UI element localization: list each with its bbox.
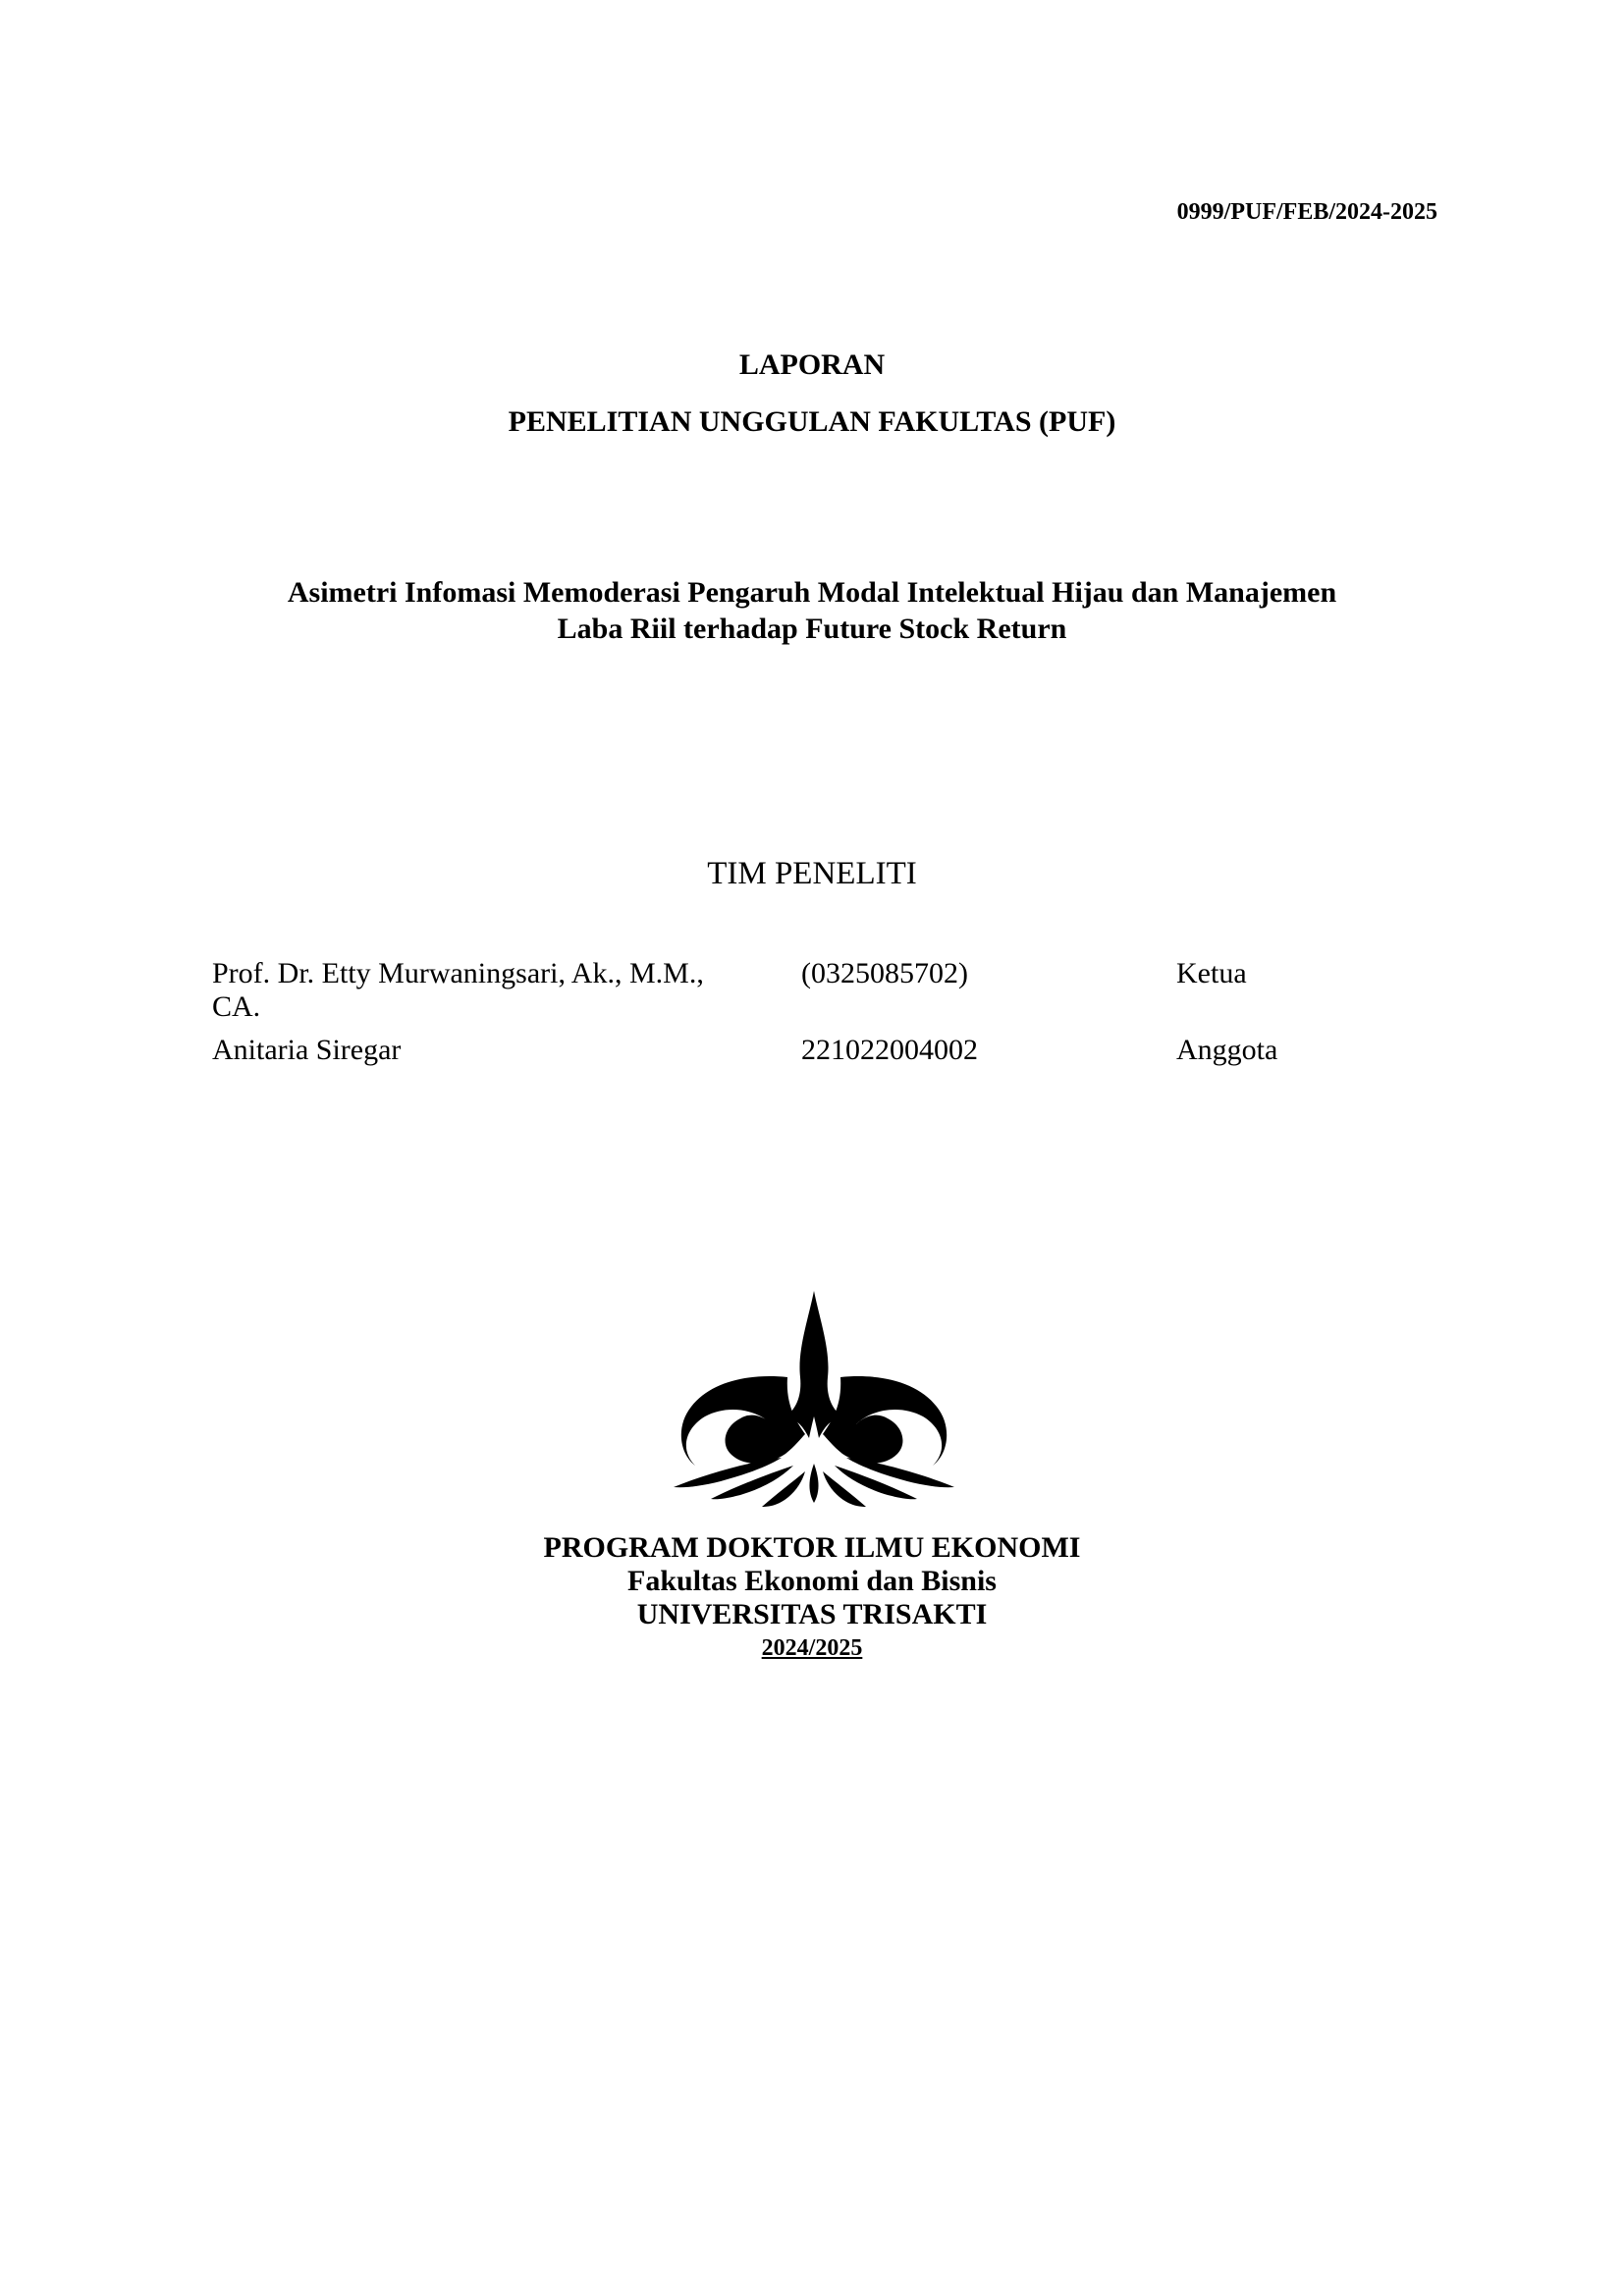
university-name: UNIVERSITAS TRISAKTI <box>636 1598 988 1630</box>
research-title <box>0 574 1624 647</box>
member-role: Anggota <box>1176 1034 1278 1066</box>
member-name-line-2: CA. <box>212 990 261 1023</box>
institution-block <box>0 1531 1624 1665</box>
team-heading: TIM PENELITI <box>707 856 917 891</box>
member-id: (0325085702) <box>801 957 968 989</box>
report-type: PENELITIAN UNGGULAN FAKULTAS (PUF) <box>508 405 1116 438</box>
trisakti-university-logo-icon <box>672 1291 956 1507</box>
document-number: 0999/PUF/FEB/2024-2025 <box>1176 199 1437 225</box>
program-name: PROGRAM DOKTOR ILMU EKONOMI <box>543 1531 1081 1564</box>
research-title-line-1: Asimetri Infomasi Memoderasi Pengaruh Modal Intelektual Hijau dan Manajemen <box>287 576 1337 609</box>
research-title-line-2: Laba Riil terhadap Future Stock Return <box>557 613 1067 645</box>
member-name <box>212 957 791 1024</box>
member-name-line-1: Prof. Dr. Etty Murwaningsari, Ak., M.M., <box>212 957 704 989</box>
academic-year: 2024/2025 <box>761 1635 863 1661</box>
member-role: Ketua <box>1176 957 1247 989</box>
faculty-name: Fakultas Ekonomi dan Bisnis <box>627 1565 997 1597</box>
member-id: 221022004002 <box>801 1034 978 1066</box>
report-label: LAPORAN <box>738 348 886 381</box>
member-name: Anitaria Siregar <box>212 1034 402 1066</box>
